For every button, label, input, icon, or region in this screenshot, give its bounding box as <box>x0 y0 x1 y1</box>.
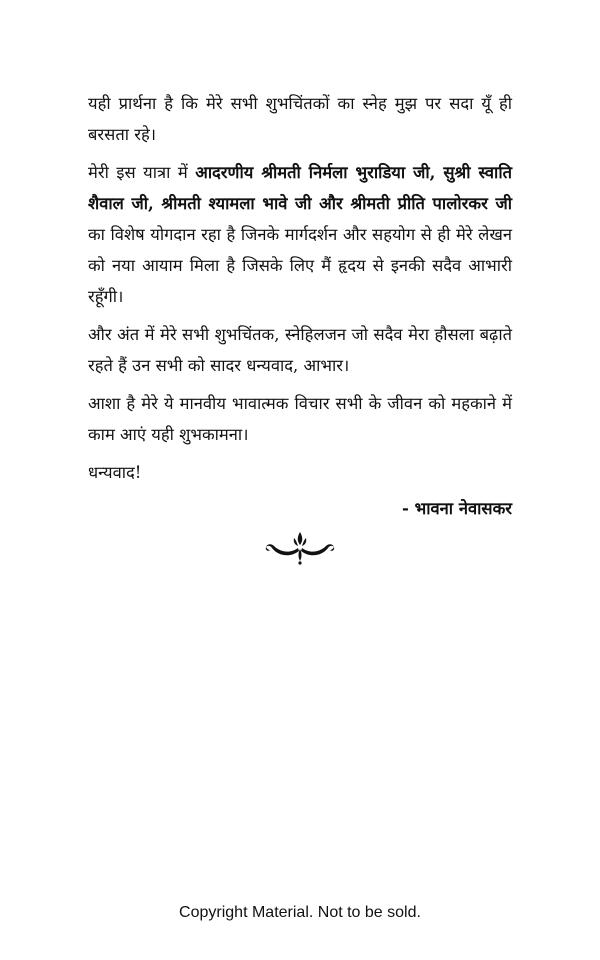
copyright-footer: Copyright Material. Not to be sold. <box>179 904 421 921</box>
paragraph-well-wishers: और अंत में मेरे सभी शुभचिंतक, स्नेहिलजन जो सदैव मेरा हौसला बढ़ाते रहते हैं उन सभी को सादर धन्यवाद, आभार। <box>88 325 512 375</box>
paragraph-contributors <box>88 157 512 312</box>
contributors-intro: मेरी इस यात्रा में <box>88 163 196 182</box>
contributors-gratitude: का विशेष योगदान रहा है जिनके मार्गदर्शन और सहयोग से ही मेरे लेखन को नया आयाम मिला है जिसके लिए मैं हृदय से इनकी सदैव आभारी रहूँगी। <box>88 225 512 306</box>
paragraph-wishes: आशा है मेरे ये मानवीय भावात्मक विचार सभी के जीवन को महकाने में काम आएं यही शुभकामना। <box>88 394 512 444</box>
floral-divider-icon <box>262 528 338 566</box>
closing-thanks: धन्यवाद! <box>88 463 142 482</box>
paragraph-prayer: यही प्रार्थना है कि मेरे सभी शुभचिंतकों का स्नेह मुझ पर सदा यूँ ही बरसता रहे। <box>88 94 512 144</box>
contributors-names: आदरणीय श्रीमती निर्मला भुराडिया जी, सुश्री स्वाति शैवाल जी, श्रीमती श्यामला भावे जी और श्रीमती प्रीति पालोरकर जी <box>88 163 512 213</box>
author-signature: - भावना नेवासकर <box>402 499 512 518</box>
acknowledgement-text <box>88 88 512 524</box>
